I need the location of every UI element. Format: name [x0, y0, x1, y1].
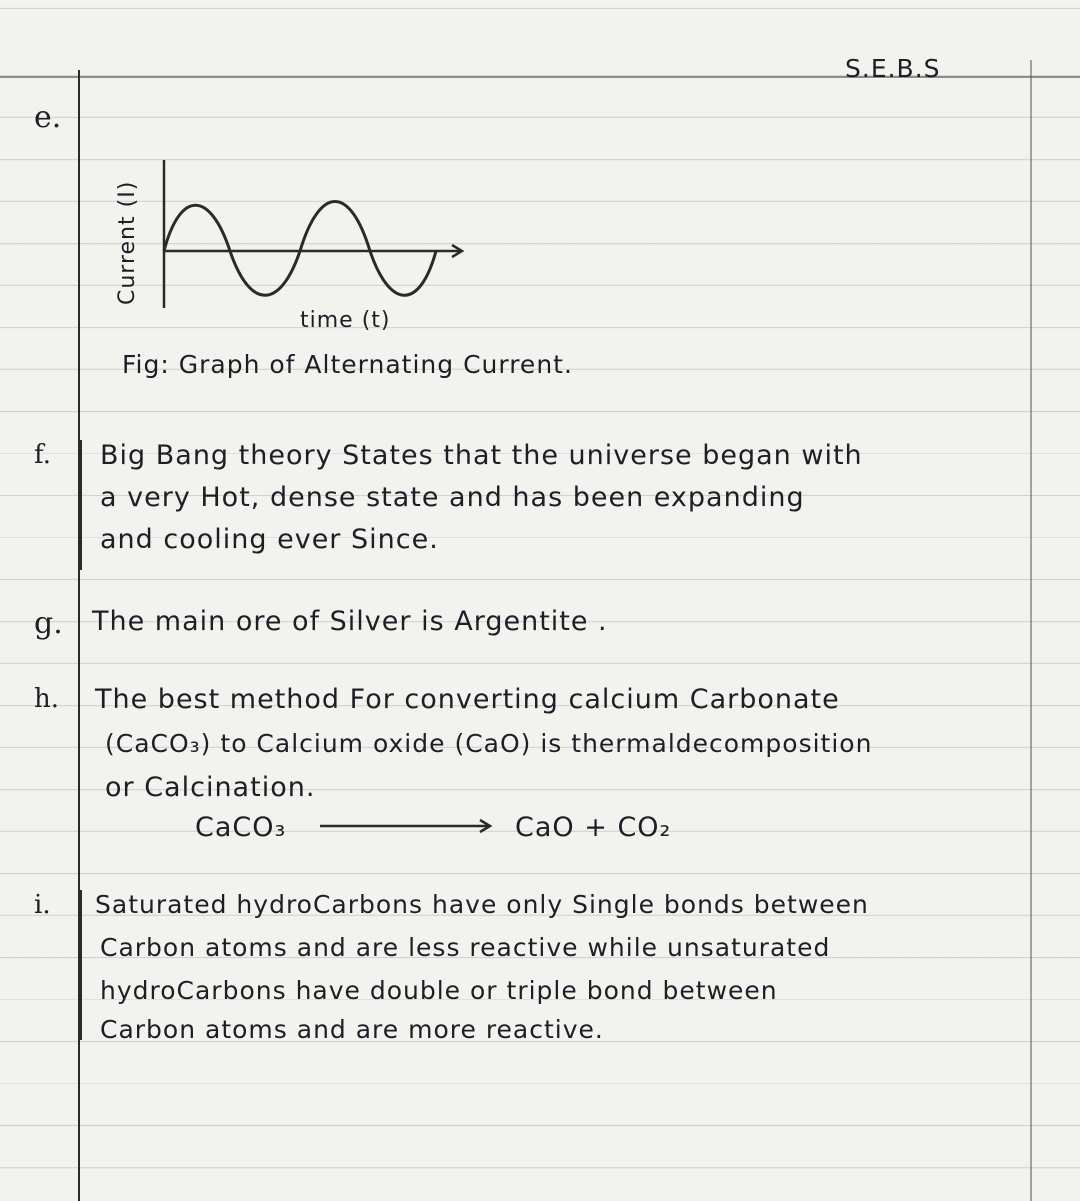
page-code: S.E.B.S — [845, 54, 941, 83]
right-margin-rule — [1030, 60, 1032, 1201]
sine-wave — [164, 202, 436, 296]
equation-reactant: CaCO₃ — [195, 812, 287, 843]
y-axis-label: Current (I) — [115, 180, 140, 305]
label-e: e. — [34, 100, 62, 135]
i-line-3: hydroCarbons have double or triple bond between — [100, 976, 778, 1005]
label-h: h. — [34, 684, 60, 714]
f-line-3: and cooling ever Since. — [100, 524, 439, 555]
graph-caption: Fig: Graph of Alternating Current. — [122, 350, 573, 379]
label-g: g. — [34, 606, 63, 641]
i-line-4: Carbon atoms and are more reactive. — [100, 1015, 604, 1044]
h-line-1: The best method For converting calcium Carbonate — [95, 684, 840, 715]
label-f: f. — [34, 440, 51, 470]
reaction-arrow — [320, 816, 495, 836]
equation-products: CaO + CO₂ — [515, 812, 672, 843]
label-i: i. — [34, 890, 51, 920]
x-axis-label: time (t) — [300, 308, 391, 333]
f-line-1: Big Bang theory States that the universe began with — [100, 440, 863, 471]
i-bar — [80, 890, 82, 1040]
h-line-2: (CaCO₃) to Calcium oxide (CaO) is thermaldecomposition — [105, 729, 873, 758]
g-text: The main ore of Silver is Argentite . — [92, 606, 608, 637]
i-line-1: Saturated hydroCarbons have only Single bonds between — [95, 890, 869, 919]
f-line-2: a very Hot, dense state and has been expanding — [100, 482, 805, 513]
f-bar — [80, 440, 82, 570]
h-line-3: or Calcination. — [105, 772, 316, 803]
i-line-2: Carbon atoms and are less reactive while unsaturated — [100, 933, 831, 962]
